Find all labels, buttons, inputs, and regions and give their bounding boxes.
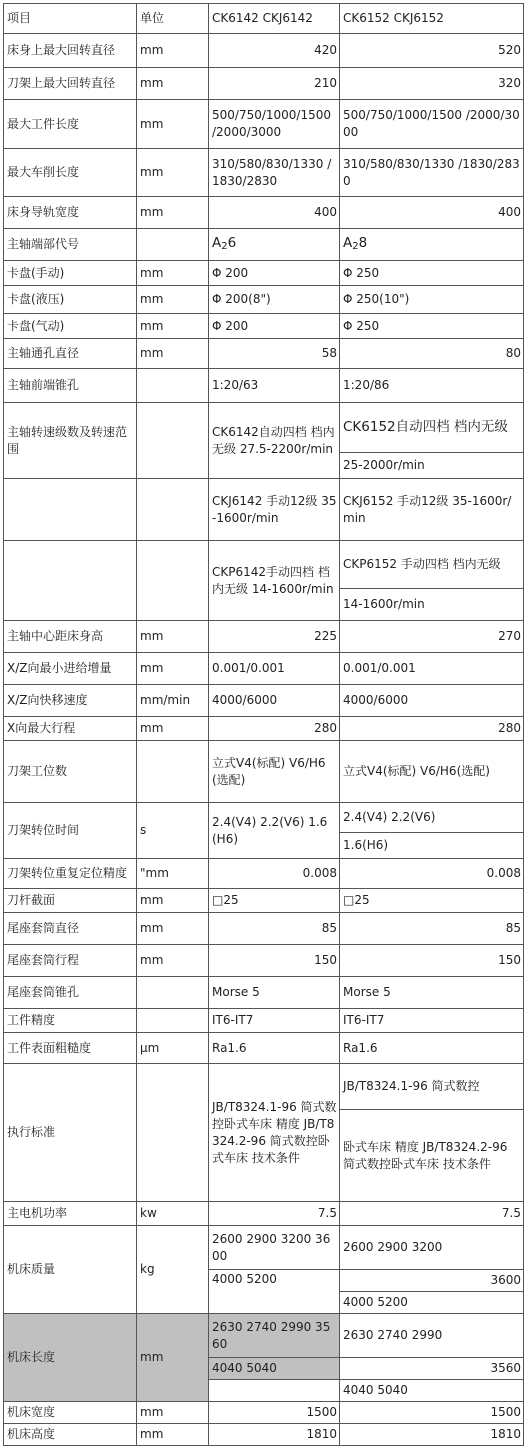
value-b: 2630 2740 2990 <box>340 1314 524 1358</box>
value-b: 7.5 <box>340 1202 524 1226</box>
value-b: 14-1600r/min <box>340 589 524 621</box>
value-b: 2600 2900 3200 <box>340 1226 524 1270</box>
table-row <box>4 889 524 913</box>
header-model-b: CK6152 CKJ6152 <box>340 4 524 34</box>
value-a: CKP6142手动四档 档内无级 14-1600r/min <box>209 541 340 621</box>
row-label: 主轴前端锥孔 <box>4 369 137 403</box>
value-b: 1500 <box>340 1402 524 1424</box>
value-b: 500/750/1000/1500 /2000/3000 <box>340 100 524 149</box>
header-model-a: CK6142 CKJ6142 <box>209 4 340 34</box>
table-row <box>4 369 524 403</box>
value-a: 58 <box>209 339 340 369</box>
row-unit: mm <box>137 339 209 369</box>
table-row <box>4 68 524 100</box>
row-label: 刀架工位数 <box>4 741 137 803</box>
header-unit: 单位 <box>137 4 209 34</box>
row-label: X/Z向快移速度 <box>4 685 137 717</box>
value-b: 2.4(V4) 2.2(V6) <box>340 803 524 833</box>
value-a: 420 <box>209 34 340 68</box>
table-row <box>4 100 524 149</box>
table-row <box>4 1226 524 1270</box>
value-a <box>209 1380 340 1402</box>
row-unit: mm <box>137 889 209 913</box>
row-unit: mm <box>137 1402 209 1424</box>
code-suffix: 6 <box>227 234 237 251</box>
row-unit: mm <box>137 653 209 685</box>
code-suffix: 8 <box>358 234 368 251</box>
row-unit: μm <box>137 1033 209 1064</box>
table-row <box>4 314 524 339</box>
table-row <box>4 286 524 314</box>
value-b: 1:20/86 <box>340 369 524 403</box>
table-row <box>4 1424 524 1446</box>
value-a: □25 <box>209 889 340 913</box>
spec-table <box>3 3 524 1446</box>
row-label: X向最大行程 <box>4 717 137 741</box>
table-row <box>4 339 524 369</box>
value-b: CKJ6152 手动12级 35-1600r/min <box>340 479 524 541</box>
value-a: 1810 <box>209 1424 340 1446</box>
value-b: 0.008 <box>340 859 524 889</box>
value-b: Φ 250(10") <box>340 286 524 314</box>
row-unit <box>137 541 209 621</box>
value-a: JB/T8324.1-96 简式数控卧式车床 精度 JB/T8324.2-96 简式数控卧式车床 技术条件 <box>209 1064 340 1202</box>
table-row <box>4 977 524 1009</box>
row-unit <box>137 741 209 803</box>
value-a: 2.4(V4) 2.2(V6) 1.6(H6) <box>209 803 340 859</box>
row-label: 机床高度 <box>4 1424 137 1446</box>
row-label: 机床宽度 <box>4 1402 137 1424</box>
row-unit: mm <box>137 261 209 286</box>
value-b: 1810 <box>340 1424 524 1446</box>
value-b: □25 <box>340 889 524 913</box>
row-unit <box>137 1064 209 1202</box>
value-b: IT6-IT7 <box>340 1009 524 1033</box>
row-unit: mm <box>137 100 209 149</box>
row-label <box>4 479 137 541</box>
value-b: 4000/6000 <box>340 685 524 717</box>
value-a <box>209 229 340 261</box>
row-label: 主轴中心距床身高 <box>4 621 137 653</box>
table-row <box>4 653 524 685</box>
row-label: 尾座套筒行程 <box>4 945 137 977</box>
table-row <box>4 403 524 453</box>
value-b: Φ 250 <box>340 261 524 286</box>
value-b: 400 <box>340 197 524 229</box>
row-unit: mm <box>137 621 209 653</box>
code-subscript: 2 <box>221 240 228 252</box>
row-label: 工件精度 <box>4 1009 137 1033</box>
value-a: Ra1.6 <box>209 1033 340 1064</box>
row-unit: mm <box>137 314 209 339</box>
value-a: Φ 200 <box>209 314 340 339</box>
table-row <box>4 621 524 653</box>
row-label: 卡盘(手动) <box>4 261 137 286</box>
row-unit: mm <box>137 717 209 741</box>
row-label: 床身上最大回转直径 <box>4 34 137 68</box>
row-label: 主轴通孔直径 <box>4 339 137 369</box>
value-a: 310/580/830/1330 /1830/2830 <box>209 149 340 197</box>
value-a: 400 <box>209 197 340 229</box>
value-a: 500/750/1000/1500 /2000/3000 <box>209 100 340 149</box>
row-label: 执行标准 <box>4 1064 137 1202</box>
table-row <box>4 913 524 945</box>
row-label: 最大工件长度 <box>4 100 137 149</box>
table-row <box>4 717 524 741</box>
row-unit: mm/min <box>137 685 209 717</box>
value-b: CKP6152 手动四档 档内无级 <box>340 541 524 589</box>
row-unit <box>137 229 209 261</box>
header-row <box>4 4 524 34</box>
value-b: 310/580/830/1330 /1830/2830 <box>340 149 524 197</box>
code-prefix: A <box>212 234 222 251</box>
value-a: 2600 2900 3200 3600 <box>209 1226 340 1270</box>
value-a: 85 <box>209 913 340 945</box>
row-label: 床身导轨宽度 <box>4 197 137 229</box>
value-a: IT6-IT7 <box>209 1009 340 1033</box>
row-unit <box>137 479 209 541</box>
value-a: 4000/6000 <box>209 685 340 717</box>
value-b: 25-2000r/min <box>340 453 524 479</box>
table-row <box>4 1064 524 1110</box>
table-row <box>4 1009 524 1033</box>
row-unit: mm <box>137 34 209 68</box>
value-a: 0.008 <box>209 859 340 889</box>
table-row <box>4 149 524 197</box>
value-b: 150 <box>340 945 524 977</box>
row-unit: mm <box>137 197 209 229</box>
row-unit: "mm <box>137 859 209 889</box>
row-label: 刀架上最大回转直径 <box>4 68 137 100</box>
value-b: 1.6(H6) <box>340 833 524 859</box>
value-a: 4000 5200 <box>209 1270 340 1314</box>
row-unit <box>137 977 209 1009</box>
row-unit <box>137 403 209 479</box>
row-label: 卡盘(气动) <box>4 314 137 339</box>
table-row <box>4 229 524 261</box>
value-b: Ra1.6 <box>340 1033 524 1064</box>
table-row <box>4 1314 524 1358</box>
row-label: 卡盘(液压) <box>4 286 137 314</box>
value-a: Morse 5 <box>209 977 340 1009</box>
value-a: CK6142自动四档 档内无级 27.5-2200r/min <box>209 403 340 479</box>
row-label: 主电机功率 <box>4 1202 137 1226</box>
header-item: 项目 <box>4 4 137 34</box>
table-row <box>4 1402 524 1424</box>
row-unit <box>137 1009 209 1033</box>
value-b: 320 <box>340 68 524 100</box>
value-a: 210 <box>209 68 340 100</box>
row-label <box>4 541 137 621</box>
table-row <box>4 741 524 803</box>
row-unit: kw <box>137 1202 209 1226</box>
table-row <box>4 1202 524 1226</box>
value-a: Φ 200(8") <box>209 286 340 314</box>
row-label: 主轴转速级数及转速范围 <box>4 403 137 479</box>
value-a: 0.001/0.001 <box>209 653 340 685</box>
row-label: X/Z向最小进给增量 <box>4 653 137 685</box>
row-unit: mm <box>137 945 209 977</box>
value-b: 0.001/0.001 <box>340 653 524 685</box>
value-b: 3600 <box>340 1270 524 1292</box>
row-unit: mm <box>137 149 209 197</box>
value-a: 1500 <box>209 1402 340 1424</box>
row-unit: s <box>137 803 209 859</box>
value-b: Φ 250 <box>340 314 524 339</box>
value-b: 4040 5040 <box>340 1380 524 1402</box>
value-b: 卧式车床 精度 JB/T8324.2-96 简式数控卧式车床 技术条件 <box>340 1110 524 1202</box>
value-b: CK6152自动四档 档内无级 <box>340 403 524 453</box>
value-a: 280 <box>209 717 340 741</box>
table-row <box>4 1033 524 1064</box>
value-b: 85 <box>340 913 524 945</box>
value-a: 150 <box>209 945 340 977</box>
value-b: 立式V4(标配) V6/H6(选配) <box>340 741 524 803</box>
value-b: JB/T8324.1-96 简式数控 <box>340 1064 524 1110</box>
row-label: 刀架转位重复定位精度 <box>4 859 137 889</box>
value-a: CKJ6142 手动12级 35-1600r/min <box>209 479 340 541</box>
table-row <box>4 261 524 286</box>
table-row <box>4 541 524 589</box>
value-b: 520 <box>340 34 524 68</box>
row-label: 工件表面粗糙度 <box>4 1033 137 1064</box>
row-label: 刀杆截面 <box>4 889 137 913</box>
table-row <box>4 479 524 541</box>
row-unit: mm <box>137 286 209 314</box>
row-label: 尾座套筒直径 <box>4 913 137 945</box>
value-b: 3560 <box>340 1358 524 1380</box>
value-b: 270 <box>340 621 524 653</box>
table-row <box>4 197 524 229</box>
row-unit: kg <box>137 1226 209 1314</box>
value-a: 立式V4(标配) V6/H6(选配) <box>209 741 340 803</box>
value-a: Φ 200 <box>209 261 340 286</box>
row-label: 机床长度 <box>4 1314 137 1402</box>
row-label: 机床质量 <box>4 1226 137 1314</box>
value-b: 4000 5200 <box>340 1292 524 1314</box>
value-a: 1:20/63 <box>209 369 340 403</box>
row-unit: mm <box>137 1424 209 1446</box>
value-a: 7.5 <box>209 1202 340 1226</box>
code-prefix: A <box>343 234 353 251</box>
row-unit: mm <box>137 913 209 945</box>
table-row <box>4 803 524 833</box>
value-a: 225 <box>209 621 340 653</box>
row-label: 主轴端部代号 <box>4 229 137 261</box>
value-b: Morse 5 <box>340 977 524 1009</box>
row-label: 尾座套筒锥孔 <box>4 977 137 1009</box>
row-label: 最大车削长度 <box>4 149 137 197</box>
row-unit <box>137 369 209 403</box>
table-row <box>4 945 524 977</box>
row-unit: mm <box>137 68 209 100</box>
row-unit: mm <box>137 1314 209 1402</box>
row-label: 刀架转位时间 <box>4 803 137 859</box>
value-a: 2630 2740 2990 3560 <box>209 1314 340 1358</box>
value-b <box>340 229 524 261</box>
table-row <box>4 34 524 68</box>
value-b: 280 <box>340 717 524 741</box>
code-subscript: 2 <box>352 240 359 252</box>
value-b: 80 <box>340 339 524 369</box>
value-a: 4040 5040 <box>209 1358 340 1380</box>
table-row <box>4 685 524 717</box>
table-row <box>4 859 524 889</box>
